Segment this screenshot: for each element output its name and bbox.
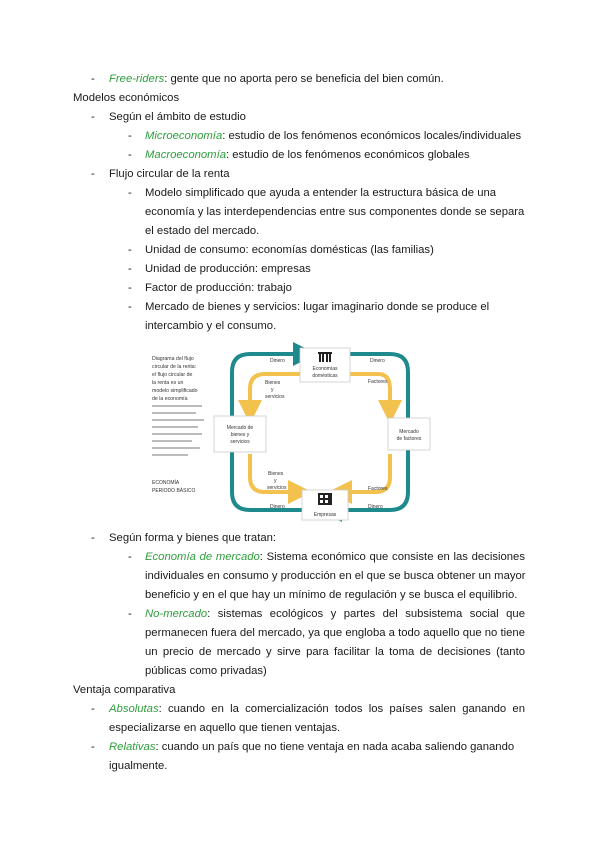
micro-item [145,129,521,143]
ventaja-heading: Ventaja comparativa [73,684,176,696]
label-dinero-bottom-right: Dinero [368,504,383,510]
ambito-label: Según el ámbito de estudio [109,111,246,123]
node-top-line2: domésticas [312,373,338,379]
bullet-dash: - [128,608,132,620]
label-bienes-bottom-left-3: servicios [267,485,287,491]
bullet-dash: - [128,149,132,161]
free-riders-item [109,72,444,86]
label-factores-top-right: Factores [368,379,388,385]
diagram-side-filler [152,405,204,456]
flujo-item4: Factor de producción: trabajo [145,282,292,294]
flujo-item3: Unidad de producción: empresas [145,263,311,275]
absolutas-line2: especializarse en aquello que tienen ventajas. [109,722,341,734]
flujo-item5-line2: intercambio y el consumo. [145,320,277,332]
diagram-side-text-2: circular de la renta: [152,364,197,370]
forma-label: Según forma y bienes que tratan: [109,532,277,544]
mercado-term: Economía de mercado [145,551,260,563]
diagram-side-caption-2: PERIODO BÁSICO [152,488,196,494]
diagram-side-text-1: Diagrama del flujo [152,356,194,362]
mercado-line2: individuales en consumo y producción en el que se busca obtener un mayor [145,570,526,582]
macro-item [145,148,470,162]
node-left-line3: servicios [230,439,250,445]
flujo-item1-line2: economía y las interdependencias entre sus componentes donde se separa [145,206,525,218]
node-mercado-factores [388,418,430,450]
bullet-dash: - [91,741,95,753]
relativas-text-1: : cuando un país que no tiene ventaja en nada acaba saliendo ganando [155,741,515,753]
bullet-dash: - [128,130,132,142]
macro-text: : estudio de los fenómenos económicos globales [226,149,470,161]
flujo-item1-line1: Modelo simplificado que ayuda a entender la estructura básica de una [145,187,497,199]
macro-term: Macroeconomía [145,149,226,161]
label-bienes-bottom-left-1: Bienes [268,471,284,477]
diagram-side-caption-1: ECONOMÍA [152,480,180,486]
nomercado-line1 [145,607,525,621]
mercado-text-1: : Sistema económico que consiste en las decisiones [259,551,525,563]
modelos-heading: Modelos económicos [73,92,180,104]
label-bienes-top-left-2: y [271,387,274,393]
bullet-dash: - [91,703,95,715]
bullet-dash: - [91,73,95,85]
bullet-dash: - [128,244,132,256]
mercado-line3: beneficio y en el que hay un mínimo de regulación y se busca el equilibrio. [145,589,518,601]
label-dinero-bottom-left: Dinero [270,504,285,510]
free-riders-term: Free-riders [109,73,165,85]
node-left-line2: bienes y [230,432,250,438]
free-riders-text: : gente que no aporta pero se beneficia del bien común. [164,73,444,85]
label-bienes-top-left-1: Bienes [265,380,281,386]
bullet-dash: - [128,187,132,199]
absolutas-line1 [109,702,525,716]
label-dinero-top-left: Dinero [270,358,285,364]
absolutas-term: Absolutas [109,703,159,715]
flujo-item5-line1: Mercado de bienes y servicios: lugar imaginario donde se produce el [145,301,490,313]
node-empresas [302,490,348,520]
nomercado-text-1: : sistemas ecológicos y partes del subsistema social que [207,608,525,620]
label-dinero-top-right: Dinero [370,358,385,364]
flujo-item1-line3: el estado del mercado. [145,225,260,237]
flujo-item2: Unidad de consumo: economías domésticas (las familias) [145,244,434,256]
label-factores-bottom-right: Factores [368,486,388,492]
node-top-line1: Economías [312,366,338,372]
node-right-line1: Mercado [399,429,419,435]
bullet-dash: - [128,282,132,294]
diagram-side-text-3: el flujo circular de [152,372,193,378]
bullet-dash: - [128,301,132,313]
circular-flow-diagram [150,342,450,524]
bullet-dash: - [128,263,132,275]
relativas-line1 [109,740,514,754]
absolutas-text-1: : cuando en la comercialización todos los países salen ganando en [158,703,525,715]
bullet-dash: - [91,532,95,544]
bullet-dash: - [128,551,132,563]
diagram-side-text-5: modelo simplificado [152,388,198,394]
node-right-line2: de factores [396,436,422,442]
relativas-term: Relativas [109,741,156,753]
nomercado-line3: un precio de mercado y sirve para facilitar la toma de decisiones (tanto [145,646,525,658]
factory-icon [318,493,332,505]
node-economias-domesticas [300,348,350,382]
micro-term: Microeconomía [145,130,223,142]
diagram-side-text-6: de la economía [152,396,188,402]
bullet-dash: - [91,111,95,123]
node-bottom-label: Empresas [313,512,337,518]
nomercado-line2: permanecen fuera del mercado, ya que engloba a todo aquello que no tiene [145,627,525,639]
relativas-line2: igualmente. [109,760,168,772]
micro-text: : estudio de los fenómenos económicos locales/individuales [222,130,522,142]
flujo-label: Flujo circular de la renta [109,168,230,180]
nomercado-line4: públicas como privadas) [145,665,267,677]
label-bienes-bottom-left-2: y [274,478,277,484]
diagram-side-text-4: la renta es un [152,380,184,386]
node-mercado-bienes [214,416,266,452]
label-bienes-top-left-3: servicios [265,394,285,400]
bullet-dash: - [91,168,95,180]
node-left-line1: Mercado de [226,425,254,431]
nomercado-term: No-mercado [145,608,208,620]
mercado-line1 [145,550,525,564]
